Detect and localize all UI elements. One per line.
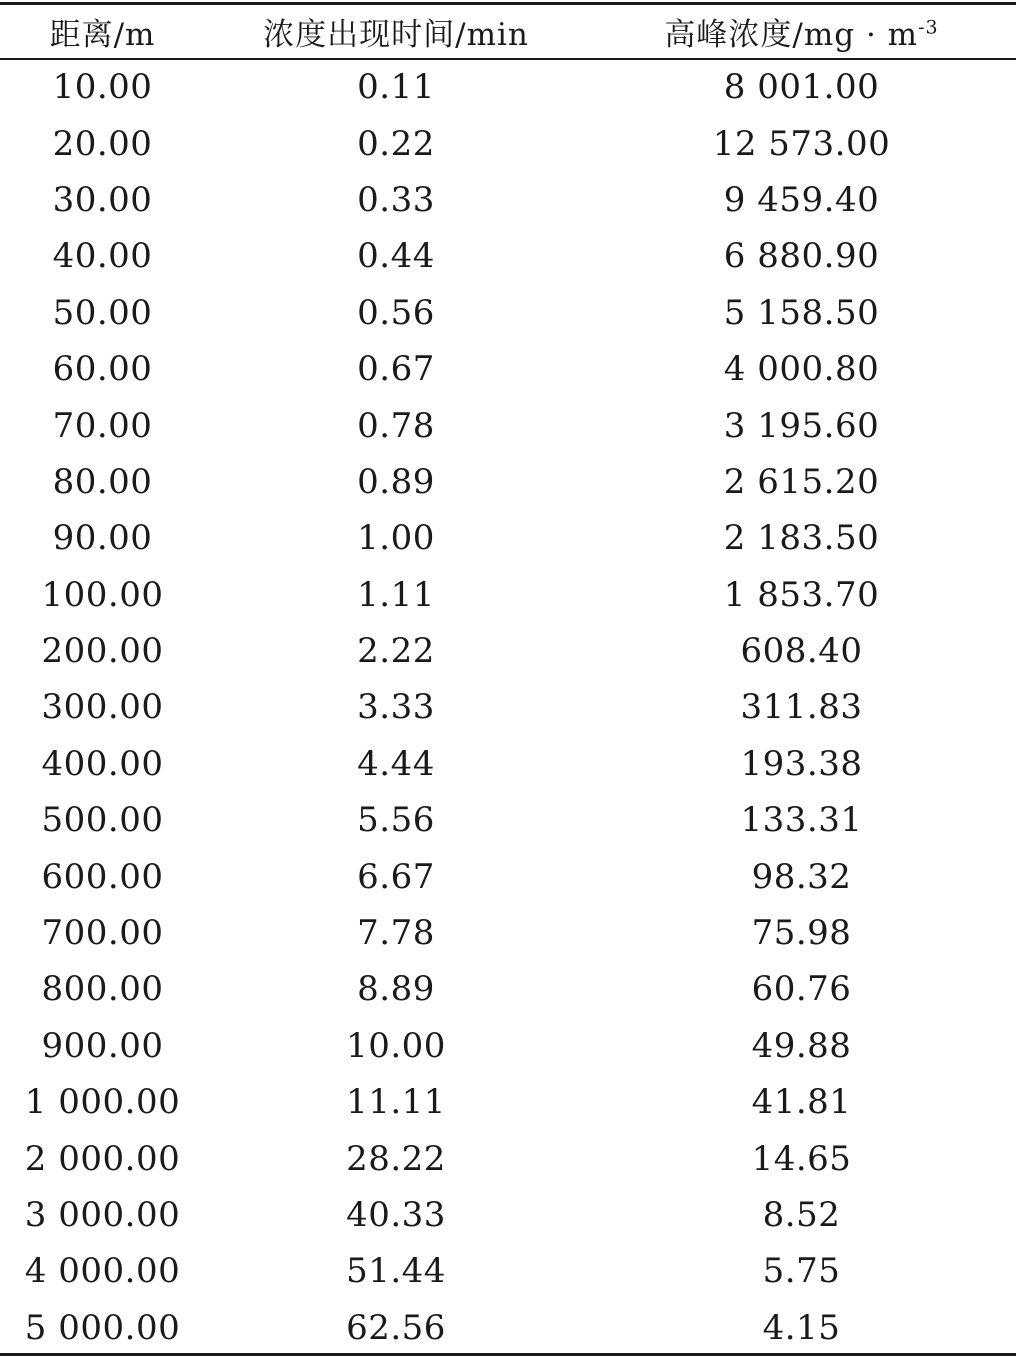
cell-peak-concentration: 5 158.50 bbox=[723, 292, 880, 333]
cell-peak-concentration: 193.38 bbox=[740, 743, 863, 784]
header-peak-label: 高峰浓度/mg · m bbox=[664, 17, 919, 53]
table-row bbox=[0, 397, 1016, 453]
cell-distance: 300.00 bbox=[41, 687, 164, 728]
table-bottom-rule bbox=[0, 1353, 1016, 1356]
table-row bbox=[0, 341, 1016, 397]
cell-peak-concentration: 4 000.80 bbox=[723, 349, 880, 390]
cell-peak-concentration: 2 183.50 bbox=[723, 518, 880, 559]
table-row bbox=[0, 905, 1016, 961]
cell-distance: 90.00 bbox=[52, 518, 153, 559]
cell-time: 40.33 bbox=[346, 1195, 446, 1235]
table-rows bbox=[0, 59, 1016, 1356]
table-row bbox=[0, 285, 1016, 341]
cell-distance: 40.00 bbox=[52, 236, 153, 277]
cell-peak-concentration: 133.31 bbox=[740, 800, 863, 841]
cell-time: 0.89 bbox=[357, 461, 435, 502]
table-row bbox=[0, 1018, 1016, 1074]
table-row bbox=[0, 623, 1016, 679]
cell-time: 0.33 bbox=[357, 179, 435, 220]
cell-time: 62.56 bbox=[346, 1307, 446, 1348]
cell-peak-concentration: 8.52 bbox=[762, 1195, 841, 1235]
table-header bbox=[0, 5, 1016, 58]
cell-peak-concentration: 9 459.40 bbox=[723, 179, 880, 220]
cell-distance: 1 000.00 bbox=[24, 1082, 181, 1123]
table-row bbox=[0, 59, 1016, 115]
cell-time: 28.22 bbox=[346, 1138, 446, 1179]
table-row bbox=[0, 454, 1016, 510]
cell-distance: 20.00 bbox=[52, 123, 153, 164]
cell-distance: 70.00 bbox=[52, 405, 153, 446]
table-body bbox=[0, 59, 1016, 1356]
cell-distance: 3 000.00 bbox=[24, 1195, 181, 1235]
cell-time: 0.44 bbox=[357, 236, 435, 277]
cell-distance: 5 000.00 bbox=[24, 1307, 181, 1348]
cell-distance: 4 000.00 bbox=[24, 1251, 181, 1292]
cell-distance: 200.00 bbox=[41, 631, 164, 672]
cell-peak-concentration: 4.15 bbox=[762, 1307, 841, 1348]
cell-peak-concentration: 12 573.00 bbox=[712, 123, 891, 164]
table-row bbox=[0, 567, 1016, 623]
cell-distance: 50.00 bbox=[52, 292, 153, 333]
cell-time: 0.67 bbox=[357, 349, 435, 390]
cell-peak-concentration: 1 853.70 bbox=[723, 574, 880, 615]
cell-time: 7.78 bbox=[357, 913, 435, 954]
cell-distance: 900.00 bbox=[41, 1025, 164, 1066]
cell-distance: 30.00 bbox=[52, 179, 153, 220]
cell-time: 6.67 bbox=[357, 856, 435, 897]
cell-peak-concentration: 6 880.90 bbox=[723, 236, 880, 277]
header-peak-concentration bbox=[587, 5, 1016, 58]
cell-distance: 700.00 bbox=[41, 913, 164, 954]
cell-peak-concentration: 8 001.00 bbox=[723, 67, 880, 108]
cell-distance: 600.00 bbox=[41, 856, 164, 897]
cell-peak-concentration: 2 615.20 bbox=[723, 461, 880, 502]
table-row bbox=[0, 172, 1016, 228]
cell-distance: 80.00 bbox=[52, 461, 153, 502]
cell-peak-concentration: 608.40 bbox=[740, 631, 863, 672]
cell-time: 1.11 bbox=[357, 574, 435, 615]
cell-time: 0.78 bbox=[357, 405, 435, 446]
table-row bbox=[0, 961, 1016, 1017]
cell-time: 1.00 bbox=[357, 518, 435, 559]
cell-distance: 800.00 bbox=[41, 969, 164, 1010]
cell-distance: 10.00 bbox=[52, 67, 153, 108]
cell-peak-concentration: 49.88 bbox=[751, 1025, 852, 1066]
cell-distance: 2 000.00 bbox=[24, 1138, 181, 1179]
cell-peak-concentration: 41.81 bbox=[751, 1082, 852, 1123]
header-peak-unit-exponent: -3 bbox=[918, 16, 939, 39]
cell-time: 0.11 bbox=[357, 67, 435, 108]
cell-time: 4.44 bbox=[357, 743, 435, 784]
cell-time: 8.89 bbox=[357, 969, 435, 1010]
cell-peak-concentration: 5.75 bbox=[762, 1251, 841, 1292]
table-row bbox=[0, 228, 1016, 284]
table-row bbox=[0, 510, 1016, 566]
cell-time: 11.11 bbox=[346, 1082, 446, 1123]
header-distance: 距离/m bbox=[49, 17, 156, 53]
table-row bbox=[0, 1300, 1016, 1356]
cell-distance: 100.00 bbox=[41, 574, 164, 615]
cell-peak-concentration: 75.98 bbox=[751, 913, 852, 954]
cell-distance: 400.00 bbox=[41, 743, 164, 784]
cell-distance: 500.00 bbox=[41, 800, 164, 841]
table-row bbox=[0, 1187, 1016, 1243]
cell-peak-concentration: 98.32 bbox=[751, 856, 852, 897]
table-row bbox=[0, 792, 1016, 848]
cell-time: 10.00 bbox=[346, 1025, 446, 1066]
table-row bbox=[0, 848, 1016, 904]
cell-peak-concentration: 14.65 bbox=[751, 1138, 852, 1179]
cell-peak-concentration: 311.83 bbox=[740, 687, 863, 728]
table-row bbox=[0, 736, 1016, 792]
table-row bbox=[0, 115, 1016, 171]
cell-time: 5.56 bbox=[357, 800, 435, 841]
cell-peak-concentration: 60.76 bbox=[751, 969, 852, 1010]
cell-distance: 60.00 bbox=[52, 349, 153, 390]
table-row bbox=[0, 1074, 1016, 1130]
cell-time: 0.56 bbox=[357, 292, 435, 333]
cell-time: 51.44 bbox=[346, 1251, 446, 1292]
cell-time: 0.22 bbox=[357, 123, 435, 164]
header-row bbox=[0, 5, 1016, 58]
cell-time: 3.33 bbox=[357, 687, 435, 728]
cell-peak-concentration: 3 195.60 bbox=[723, 405, 880, 446]
table-row bbox=[0, 1243, 1016, 1299]
table-row bbox=[0, 679, 1016, 735]
header-time: 浓度出现时间/min bbox=[263, 17, 529, 53]
table-row bbox=[0, 1130, 1016, 1186]
cell-time: 2.22 bbox=[357, 631, 435, 672]
